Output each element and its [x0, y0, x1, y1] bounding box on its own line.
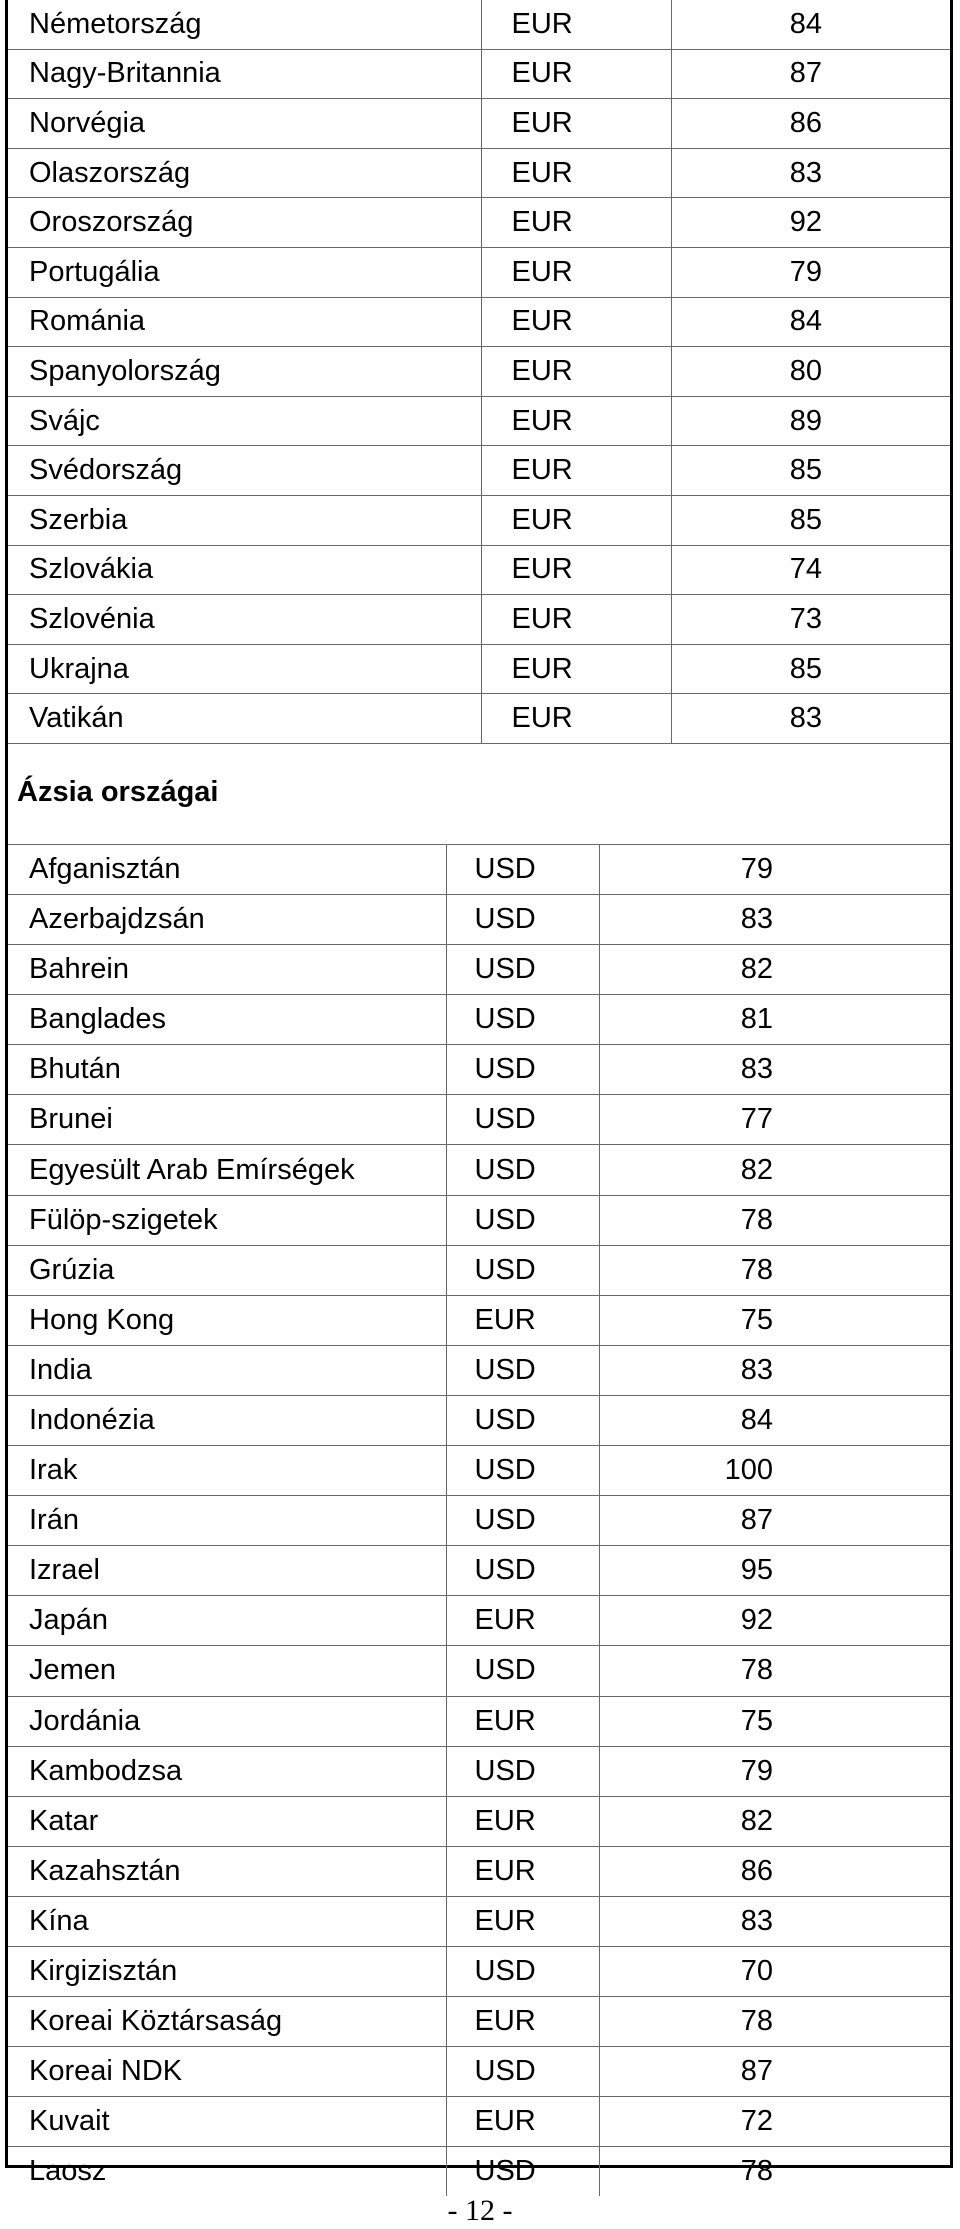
currency-cell: USD: [446, 2147, 599, 2197]
country-cell: Hong Kong: [8, 1295, 446, 1345]
currency-cell: EUR: [446, 2097, 599, 2147]
country-cell: Laosz: [8, 2147, 446, 2197]
currency-cell: USD: [446, 845, 599, 895]
currency-cell: EUR: [481, 396, 671, 446]
table-row: [8, 694, 950, 744]
value-cell: 83: [671, 148, 950, 198]
country-cell: Bhután: [8, 1045, 446, 1095]
country-cell: Indonézia: [8, 1395, 446, 1445]
table-row: [8, 545, 950, 595]
table-row: [8, 1496, 950, 1546]
country-cell: Norvégia: [8, 99, 481, 149]
country-cell: Oroszország: [8, 198, 481, 248]
country-cell: Ukrajna: [8, 644, 481, 694]
value-cell: 92: [671, 198, 950, 248]
table-row: [8, 99, 950, 149]
currency-cell: EUR: [481, 247, 671, 297]
currency-cell: USD: [446, 1946, 599, 1996]
table-row: [8, 1295, 950, 1345]
table-row: [8, 2097, 950, 2147]
value-cell: 83: [599, 895, 950, 945]
currency-cell: USD: [446, 1245, 599, 1295]
rate-table-sheet: [5, 0, 953, 2188]
value-cell: 78: [599, 1997, 950, 2047]
currency-cell: USD: [446, 995, 599, 1045]
table-row: [8, 845, 950, 895]
currency-cell: USD: [446, 1345, 599, 1395]
country-cell: Egyesült Arab Emírségek: [8, 1145, 446, 1195]
table-row: [8, 895, 950, 945]
value-cell: 83: [599, 1045, 950, 1095]
value-cell: 73: [671, 595, 950, 645]
country-cell: Szlovénia: [8, 595, 481, 645]
value-cell: 82: [599, 1145, 950, 1195]
country-cell: Szerbia: [8, 495, 481, 545]
table-row: [8, 1846, 950, 1896]
currency-cell: EUR: [446, 1295, 599, 1345]
value-cell: 78: [599, 1646, 950, 1696]
table-row: [8, 1245, 950, 1295]
country-cell: Irán: [8, 1496, 446, 1546]
value-cell: 85: [671, 495, 950, 545]
currency-cell: EUR: [481, 297, 671, 347]
table-row: [8, 1345, 950, 1395]
currency-cell: USD: [446, 945, 599, 995]
value-cell: 79: [599, 1746, 950, 1796]
country-cell: Portugália: [8, 247, 481, 297]
asia-table: [8, 845, 950, 2197]
value-cell: 83: [599, 1345, 950, 1395]
value-cell: 72: [599, 2097, 950, 2147]
value-cell: 75: [599, 1696, 950, 1746]
currency-cell: EUR: [481, 347, 671, 397]
country-cell: Brunei: [8, 1095, 446, 1145]
value-cell: 86: [599, 1846, 950, 1896]
value-cell: 82: [599, 945, 950, 995]
value-cell: 89: [671, 396, 950, 446]
table-row: [8, 1896, 950, 1946]
value-cell: 80: [671, 347, 950, 397]
country-cell: Banglades: [8, 995, 446, 1045]
currency-cell: USD: [446, 1746, 599, 1796]
value-cell: 84: [671, 0, 950, 49]
value-cell: 79: [671, 247, 950, 297]
country-cell: Svédország: [8, 446, 481, 496]
value-cell: 77: [599, 1095, 950, 1145]
table-row: [8, 1546, 950, 1596]
currency-cell: USD: [446, 1045, 599, 1095]
currency-cell: USD: [446, 1145, 599, 1195]
country-cell: Azerbajdzsán: [8, 895, 446, 945]
table-row: [8, 945, 950, 995]
currency-cell: USD: [446, 1546, 599, 1596]
country-cell: Koreai Köztársaság: [8, 1997, 446, 2047]
value-cell: 83: [671, 694, 950, 744]
table-row: [8, 644, 950, 694]
country-cell: Nagy-Britannia: [8, 49, 481, 99]
table-row: [8, 1596, 950, 1646]
table-row: [8, 1997, 950, 2047]
table-row: [8, 247, 950, 297]
country-cell: Svájc: [8, 396, 481, 446]
country-cell: Jordánia: [8, 1696, 446, 1746]
currency-cell: EUR: [481, 148, 671, 198]
table-row: [8, 2047, 950, 2097]
page-number: - 12 -: [447, 2194, 513, 2227]
table-row: [8, 1145, 950, 1195]
currency-cell: EUR: [446, 1796, 599, 1846]
table-row: [8, 347, 950, 397]
currency-cell: EUR: [446, 1846, 599, 1896]
country-cell: Németország: [8, 0, 481, 49]
table-row: [8, 1045, 950, 1095]
value-cell: 100: [599, 1446, 950, 1496]
currency-cell: USD: [446, 1095, 599, 1145]
country-cell: Japán: [8, 1596, 446, 1646]
value-cell: 78: [599, 1195, 950, 1245]
country-cell: Izrael: [8, 1546, 446, 1596]
table-row: [8, 1095, 950, 1145]
country-cell: Koreai NDK: [8, 2047, 446, 2097]
table-row: [8, 1696, 950, 1746]
table-row: [8, 495, 950, 545]
currency-cell: EUR: [446, 1596, 599, 1646]
table-row: [8, 0, 950, 49]
section-heading-asia: Ázsia országai: [8, 744, 950, 845]
value-cell: 87: [671, 49, 950, 99]
currency-cell: EUR: [446, 1997, 599, 2047]
value-cell: 85: [671, 446, 950, 496]
country-cell: Kuvait: [8, 2097, 446, 2147]
country-cell: Kambodzsa: [8, 1746, 446, 1796]
table-row: [8, 1746, 950, 1796]
value-cell: 84: [599, 1395, 950, 1445]
table-row: [8, 396, 950, 446]
currency-cell: USD: [446, 2047, 599, 2097]
currency-cell: EUR: [481, 694, 671, 744]
value-cell: 78: [599, 1245, 950, 1295]
country-cell: Olaszország: [8, 148, 481, 198]
currency-cell: USD: [446, 1646, 599, 1696]
currency-cell: EUR: [481, 446, 671, 496]
currency-cell: EUR: [446, 1896, 599, 1946]
value-cell: 70: [599, 1946, 950, 1996]
table-row: [8, 1446, 950, 1496]
currency-cell: USD: [446, 1395, 599, 1445]
currency-cell: EUR: [481, 595, 671, 645]
country-cell: India: [8, 1345, 446, 1395]
value-cell: 74: [671, 545, 950, 595]
country-cell: Kirgizisztán: [8, 1946, 446, 1996]
currency-cell: EUR: [481, 99, 671, 149]
table-row: [8, 446, 950, 496]
currency-cell: USD: [446, 1195, 599, 1245]
currency-cell: EUR: [481, 495, 671, 545]
currency-cell: USD: [446, 895, 599, 945]
table-row: [8, 1195, 950, 1245]
table-row: [8, 49, 950, 99]
value-cell: 81: [599, 995, 950, 1045]
currency-cell: EUR: [446, 1696, 599, 1746]
currency-cell: USD: [446, 1446, 599, 1496]
country-cell: Spanyolország: [8, 347, 481, 397]
value-cell: 92: [599, 1596, 950, 1646]
value-cell: 87: [599, 1496, 950, 1546]
country-cell: Bahrein: [8, 945, 446, 995]
value-cell: 82: [599, 1796, 950, 1846]
currency-cell: EUR: [481, 198, 671, 248]
value-cell: 75: [599, 1295, 950, 1345]
table-row: [8, 595, 950, 645]
value-cell: 87: [599, 2047, 950, 2097]
country-cell: Kazahsztán: [8, 1846, 446, 1896]
value-cell: 79: [599, 845, 950, 895]
currency-cell: EUR: [481, 545, 671, 595]
currency-cell: EUR: [481, 49, 671, 99]
country-cell: Jemen: [8, 1646, 446, 1696]
table-row: [8, 1796, 950, 1846]
table-row: [8, 2147, 950, 2197]
table-row: [8, 297, 950, 347]
country-cell: Grúzia: [8, 1245, 446, 1295]
table-row: [8, 1646, 950, 1696]
value-cell: 83: [599, 1896, 950, 1946]
country-cell: Afganisztán: [8, 845, 446, 895]
table-row: [8, 1395, 950, 1445]
country-cell: Irak: [8, 1446, 446, 1496]
country-cell: Kína: [8, 1896, 446, 1946]
country-cell: Románia: [8, 297, 481, 347]
currency-cell: EUR: [481, 0, 671, 49]
country-cell: Fülöp-szigetek: [8, 1195, 446, 1245]
table-row: [8, 995, 950, 1045]
table-row: [8, 198, 950, 248]
value-cell: 86: [671, 99, 950, 149]
value-cell: 78: [599, 2147, 950, 2197]
country-cell: Katar: [8, 1796, 446, 1846]
currency-cell: USD: [446, 1496, 599, 1546]
value-cell: 85: [671, 644, 950, 694]
value-cell: 95: [599, 1546, 950, 1596]
currency-cell: EUR: [481, 644, 671, 694]
europe-table: [8, 0, 950, 744]
table-row: [8, 148, 950, 198]
value-cell: 84: [671, 297, 950, 347]
country-cell: Szlovákia: [8, 545, 481, 595]
country-cell: Vatikán: [8, 694, 481, 744]
table-row: [8, 1946, 950, 1996]
